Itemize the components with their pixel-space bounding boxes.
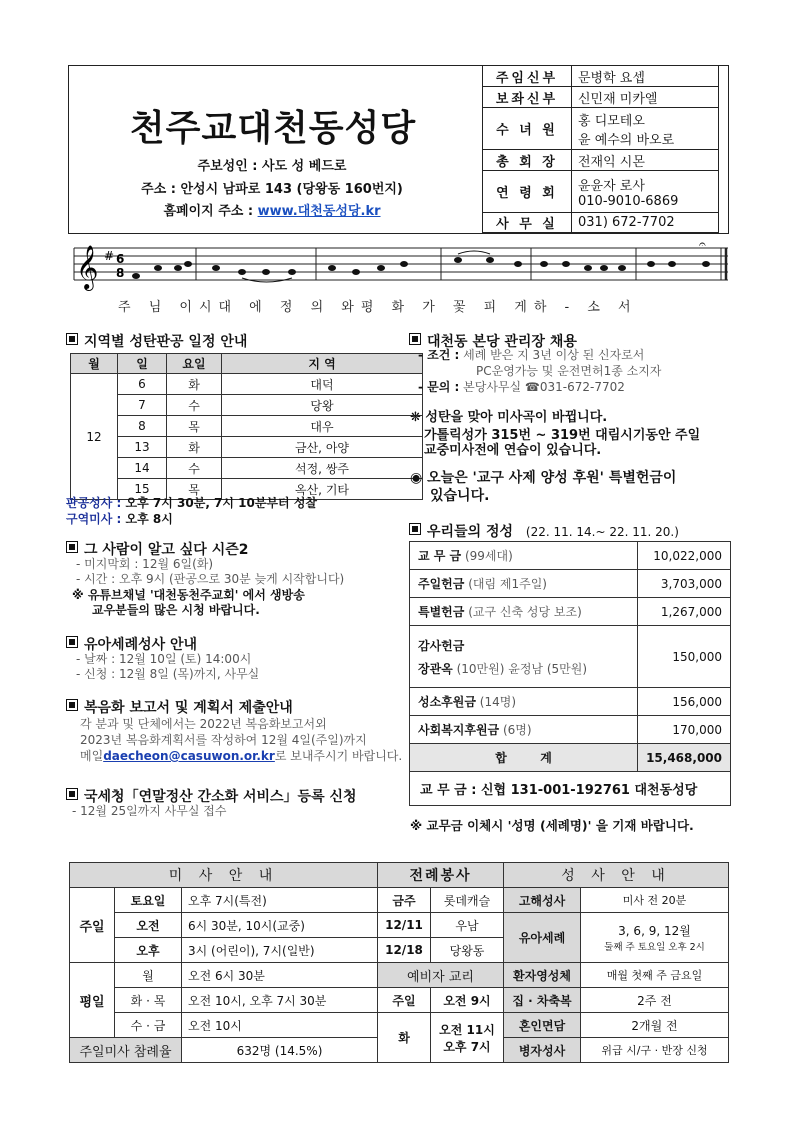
catechumen-time-line: 오후 7시 [443,1039,491,1054]
square-bullet-icon [66,541,78,553]
liturgy-team: 우남 [431,913,504,938]
cell: 석정, 쌍주 [222,458,423,479]
liturgy-team: 롯데캐슬 [431,888,504,913]
offering-desc [410,626,638,688]
staff-key: 주임신부 [483,66,572,87]
sacrament-key: 집 · 차축복 [504,988,581,1013]
staff-value [572,108,719,150]
offering-desc [410,542,638,570]
table-row [410,598,731,626]
catechumen-day: 화 [378,1013,431,1063]
cell: 13 [118,437,167,458]
section-title-offering [409,521,679,541]
mass-time-value: 오전 10시, 오후 7시 30분 [182,988,378,1013]
offering-notice: ※ 교무금 이체시 '성명 (세례명)' 을 기재 바랍니다. [410,818,694,833]
cell: 목 [167,416,222,437]
catechumen-time: 오전 9시 [431,988,504,1013]
text-line: 각 분과 및 단체에서는 2022년 복음화보고서외 [80,717,327,731]
mass-time-key: 오후 [115,938,182,963]
table-row [71,437,423,458]
text-line: ◉ 오늘은 '교구 사제 양성 후원' 특별헌금이 [410,470,677,486]
label: - 문의 : [418,380,460,394]
offering-desc [410,688,638,716]
text-line: - 날짜 : 12월 10일 (토) 14:00시 [76,652,252,666]
total-amount: 15,468,000 [638,744,731,772]
offering-period: (22. 11. 14.~ 22. 11. 20.) [525,525,679,539]
offering-amount: 3,703,000 [638,570,731,598]
cell: 7 [118,395,167,416]
table-row [410,542,731,570]
mass-schedule-table [69,862,729,1063]
text-line: 교우분들의 많은 시청 바랍니다. [92,603,260,617]
treble-clef-icon: 𝄞 [76,245,99,289]
cell: 화 [167,437,222,458]
table-row [71,458,423,479]
homepage-label: 홈페이지 주소 : [163,204,258,219]
sacrament-value-line: 둘째 주 토요일 오후 2시 [604,942,705,953]
staff-key: 총 회 장 [483,150,572,171]
staff-value: 전재익 시몬 [572,150,719,171]
offering-desc [410,716,638,744]
table-row [410,570,731,598]
offering-detail: (14명) [479,695,517,709]
cell: 금산, 아양 [222,437,423,458]
cell: 목 [167,479,222,500]
text-line: - 12월 25일까지 사무실 접수 [72,804,227,818]
month-cell: 12 [71,374,118,500]
note-value: 오후 7시 30분, 7시 10분부터 성찰 [125,496,318,510]
offering-amount: 1,267,000 [638,598,731,626]
offering-key: 감사헌금 [418,638,465,653]
table-row [410,716,731,744]
section-title-text: 대천동 본당 관리장 채용 [427,334,577,350]
square-bullet-icon [66,636,78,648]
catechumen-time-line: 오전 11시 [439,1022,495,1037]
staff-key: 수 녀 원 [483,108,572,150]
church-name: 천주교대천동성당 [129,107,417,149]
staff-value-line: 홍 디모테오 [578,113,645,129]
text-line: - 시간 : 오후 9시 (판공으로 30분 늦게 시작합니다) [76,572,345,586]
offering-key: 주일헌금 [418,577,465,591]
staff-value [572,171,719,213]
mass-time-value: 오전 6시 30분 [182,963,378,988]
catechumen-day: 주일 [378,988,431,1013]
sacrament-key: 병자성사 [504,1038,581,1063]
mass-time-value: 6시 30분, 10시(교중) [182,913,378,938]
section-title-text: 국세청「연말정산 간소화 서비스」등록 신청 [84,789,357,805]
sacrament-value: 미사 전 20분 [581,888,729,913]
offering-key: 사회복지후원금 [418,723,500,737]
staff-value-line: 윤윤자 로사 [578,178,645,194]
square-bullet-icon [409,523,421,535]
confession-note [66,496,317,511]
section-title-baptism [66,634,197,654]
attendance-value: 632명 (14.5%) [182,1038,378,1063]
mass-time-value: 3시 (어린이), 7시(일반) [182,938,378,963]
offering-amount: 10,022,000 [638,542,731,570]
staff-table [482,65,719,233]
offering-detail: (교구 신축 성당 보조) [468,605,582,619]
cell: 수 [167,458,222,479]
staff-value: 신민재 미카엘 [572,87,719,108]
homepage-line [82,200,462,219]
offering-desc [410,570,638,598]
offering-key: 특별헌금 [418,605,465,619]
weekday-label: 평일 [70,963,115,1038]
svg-text:8: 8 [116,266,125,280]
square-bullet-icon [66,333,78,345]
account-row [410,772,731,806]
offering-detail: (99세대) [464,549,513,563]
sacrament-key: 고해성사 [504,888,581,913]
cell: 대덕 [222,374,423,395]
text-part: 메일 [80,749,104,763]
table-row [410,688,731,716]
col-header: 일 [118,354,167,374]
offering-amount: 150,000 [638,626,731,688]
text-line: 교중미사전에 연습이 있습니다. [424,443,602,458]
mass-time-key: 토요일 [115,888,182,913]
square-bullet-icon [409,333,421,345]
address: 주소 : 안성시 남파로 143 (당왕동 160번지) [141,182,403,197]
mass-time-key: 화 · 목 [115,988,182,1013]
sacrament-value [581,913,729,963]
sacrament-key: 유아세례 [504,913,581,963]
mass-time-key: 수 · 금 [115,1013,182,1038]
note-label: 구역미사 : [66,512,122,526]
staff-value: 문병학 요셉 [572,66,719,87]
col-header: 월 [71,354,118,374]
catechumen-header: 예비자 교리 [378,963,504,988]
table-row [71,395,423,416]
catechumen-time [431,1013,504,1063]
text-line: - 미지막회 : 12월 6일(화) [76,557,214,571]
sacrament-value-line: 3, 6, 9, 12월 [618,924,691,938]
sacrament-header: 성 사 안 내 [504,863,729,888]
value: 본당사무실 ☎031-672-7702 [463,380,625,394]
offering-amount: 170,000 [638,716,731,744]
offering-key: 성소후원금 [418,695,476,709]
staff-key: 사 무 실 [483,213,572,233]
cell: 6 [118,374,167,395]
offering-detail: (6명) [502,723,532,737]
hymn-staff [66,236,736,296]
text-line: ※ 유튜브채널 '대천동천주교회' 에서 생방송 [72,588,305,602]
value: 세례 받은 지 3년 이상 된 신자로서 [463,348,645,362]
total-row [410,744,731,772]
text-line [418,348,644,363]
homepage-link[interactable]: www.대천동성당.kr [257,204,381,219]
table-row [71,374,423,395]
svg-text:#: # [104,249,115,263]
square-bullet-icon [66,699,78,711]
offering-amount: 156,000 [638,688,731,716]
cell: 옥산, 기타 [222,479,423,500]
note-label: 판공성사 : [66,496,122,510]
mass-time-key: 오전 [115,913,182,938]
cell: 화 [167,374,222,395]
patron-saint: 주보성인 : 사도 성 베드로 [197,159,347,174]
section-title-text: 유아세례성사 안내 [84,637,198,653]
mass-time-key: 월 [115,963,182,988]
text-line: ❋ 성탄을 맞아 미사곡이 바뀝니다. [410,410,608,425]
offering-key: 장관옥 [418,661,453,676]
staff-key: 연 령 회 [483,171,572,213]
cell: 15 [118,479,167,500]
sacrament-key: 혼인면담 [504,1013,581,1038]
section-title-text: 복음화 보고서 및 계획서 제출안내 [84,700,293,716]
staff-value: 031) 672-7702 [572,213,719,233]
note-value: 오후 8시 [125,512,173,526]
section-title-tax [66,786,357,806]
confession-schedule-table [70,353,423,500]
table-row [410,626,731,688]
text-line: - 신청 : 12월 8일 (목)까지, 사무실 [76,667,260,681]
cell: 수 [167,395,222,416]
label: - 조건 : [418,348,460,362]
text-line [80,749,402,764]
liturgy-date: 12/18 [378,938,431,963]
total-label: 합 계 [410,744,638,772]
liturgy-header: 전례봉사 [378,863,504,888]
svg-text:6: 6 [116,252,125,266]
svg-text:𝄐: 𝄐 [699,237,706,251]
offering-desc [410,598,638,626]
sacrament-value: 위급 시/구 · 반장 신청 [581,1038,729,1063]
table-row [71,416,423,437]
section-title-evangel [66,697,293,717]
section-title-text: 지역별 성탄판공 일정 안내 [84,334,248,350]
account-info: 교 무 금 : 신협 131-001-192761 대천동성당 [410,772,731,806]
liturgy-date: 금주 [378,888,431,913]
text-line [418,380,625,395]
sunday-label: 주일 [70,888,115,963]
text-line: 있습니다. [430,488,490,504]
sacrament-value: 2개월 전 [581,1013,729,1038]
district-mass-note [66,512,173,527]
text-line: PC운영가능 및 운전면허1종 소지자 [476,364,662,378]
section-title-show [66,539,248,559]
cell: 14 [118,458,167,479]
staff-key: 보좌신부 [483,87,572,108]
section-title-text: 우리들의 정성 [427,524,514,540]
square-bullet-icon [66,788,78,800]
offering-detail: (대림 제1주일) [468,577,547,591]
email-link[interactable]: daecheon@casuwon.or.kr [103,749,275,763]
text-line: 2023년 복음화계획서를 작성하여 12월 4일(주일)까지 [80,733,367,747]
staff-value-line: 010-9010-6869 [578,193,679,209]
col-header: 지 역 [222,354,423,374]
liturgy-team: 당왕동 [431,938,504,963]
section-title-text: 그 사람이 알고 싶다 시즌2 [84,542,249,558]
sacrament-value: 2주 전 [581,988,729,1013]
mass-header: 미 사 안 내 [70,863,378,888]
section-title-schedule [66,331,247,351]
attendance-label: 주일미사 참례율 [70,1038,182,1063]
offering-table [409,541,731,806]
mass-time-value: 오전 10시 [182,1013,378,1038]
hymn-lyrics: 주 님 이시대 에 정 의 와평 화 가 꽃 피 게하 - 소 서 [118,300,638,315]
sacrament-value: 매월 첫째 주 금요일 [581,963,729,988]
cell: 당왕 [222,395,423,416]
text-line: 가톨릭성가 315번 ~ 319번 대림시기동안 주일 [424,428,701,443]
col-header: 요일 [167,354,222,374]
sacrament-key: 환자영성체 [504,963,581,988]
cell: 대우 [222,416,423,437]
staff-value-line: 윤 예수의 바오로 [578,132,675,148]
text-part: 로 보내주시기 바랍니다. [274,749,403,763]
liturgy-date: 12/11 [378,913,431,938]
offering-detail: (10만원) 윤정남 (5만원) [456,661,588,676]
cell: 8 [118,416,167,437]
offering-key: 교 무 금 [418,549,462,563]
mass-time-value: 오후 7시(특전) [182,888,378,913]
